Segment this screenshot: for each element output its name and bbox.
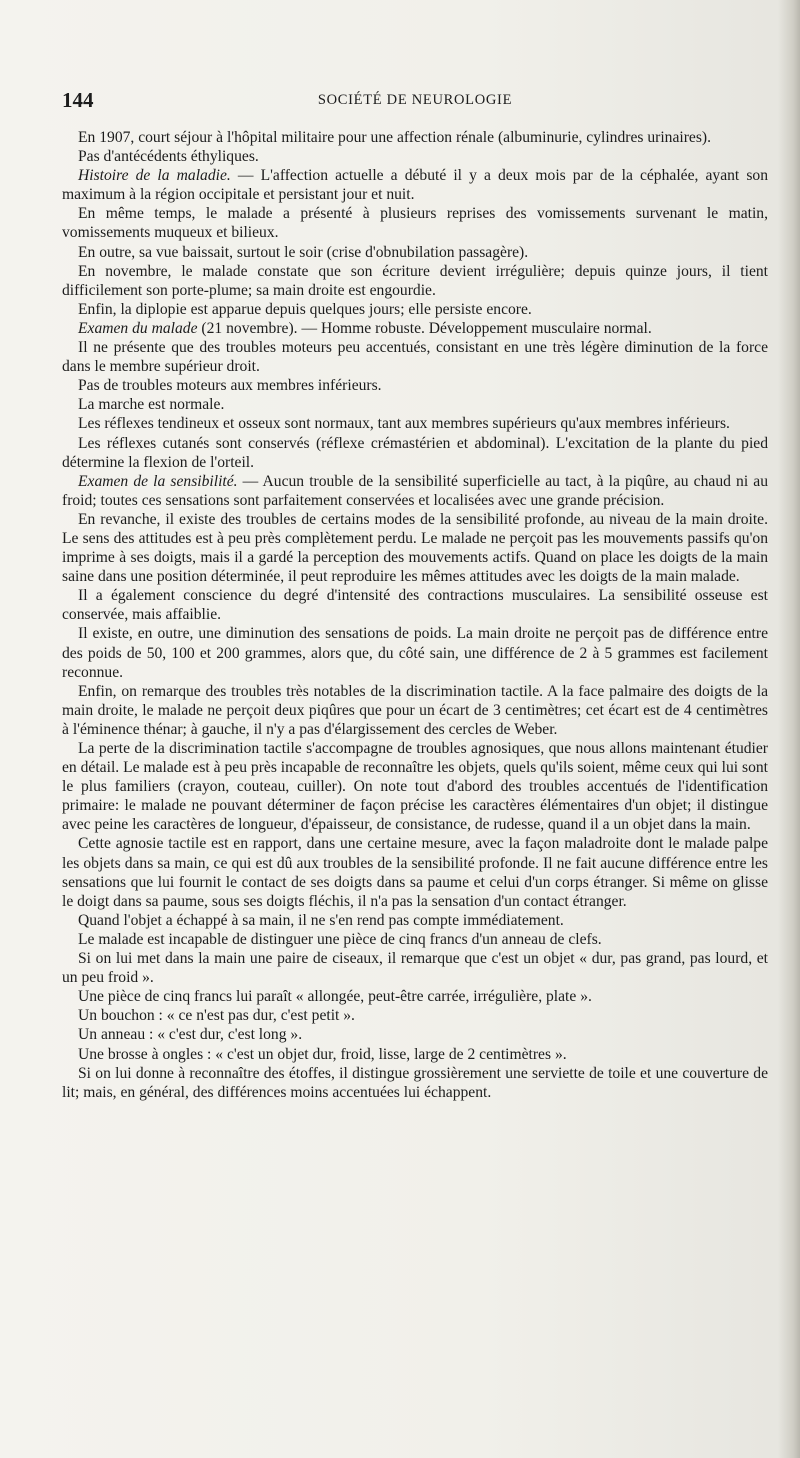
- paragraph: [62, 243, 768, 262]
- paragraph-text: Quand l'objet a échappé à sa main, il ne s'en rend pas compte immédiatement.: [78, 911, 564, 929]
- paragraph: [62, 987, 768, 1006]
- paragraph: [62, 739, 768, 834]
- paragraph-text: Si on lui donne à reconnaître des étoffes, il distingue grossièrement une serviette de toile et une couverture de lit; mais, en général, des différences moins accentuées lui échappent.: [62, 1064, 768, 1101]
- paragraph: [62, 510, 768, 586]
- paragraph-text: (21 novembre). — Homme robuste. Développement musculaire normal.: [197, 319, 652, 337]
- paragraph-text: Pas de troubles moteurs aux membres inférieurs.: [78, 377, 382, 395]
- paragraph-text: En revanche, il existe des troubles de certains modes de la sensibilité profonde, au niveau de la main droite. Le sens des attitudes est à peu près complètement perdu. Le malade ne perçoit pas les mouvements passifs qu'on imprime à ses doigts, mais il a gardé la perception des mouvements actifs. Quand on place les doigts de la main saine dans une position déterminée, il peut reproduire les mêmes attitudes avec les doigts de la main malade.: [62, 510, 768, 586]
- paragraph: [62, 834, 768, 910]
- paragraph: [62, 682, 768, 739]
- paragraph-text: Une pièce de cinq francs lui paraît « allongée, peut-être carrée, irrégulière, plate ».: [78, 988, 592, 1006]
- paragraph: [62, 338, 768, 376]
- paragraph-text: — L'affection actuelle a débuté il y a deux mois par de la céphalée, ayant son maximum à la région occipitale et persistant jour et nuit.: [62, 167, 768, 204]
- paragraph: [62, 586, 768, 624]
- paragraph-text: Il existe, en outre, une diminution des sensations de poids. La main droite ne perçoit pas de différence entre des poids de 50, 100 et 200 grammes, alors que, du côté sain, une différence de 2 à 5 grammes est facilement reconnue.: [62, 625, 768, 681]
- paragraph: [62, 376, 768, 395]
- paragraph-text: Le malade est incapable de distinguer une pièce de cinq francs d'un anneau de clefs.: [78, 930, 602, 948]
- paragraph-text: Il a également conscience du degré d'intensité des contractions musculaires. La sensibilité osseuse est conservée, mais affaiblie.: [62, 587, 768, 624]
- page-header: [62, 88, 768, 116]
- paragraph: [62, 911, 768, 930]
- paragraph-text: Enfin, la diplopie est apparue depuis quelques jours; elle persiste encore.: [78, 300, 532, 318]
- paragraph-text: En outre, sa vue baissait, surtout le soir (crise d'obnubilation passagère).: [78, 243, 529, 261]
- section-lead: Examen de la sensibilité.: [78, 472, 238, 490]
- paragraph: [62, 300, 768, 319]
- paragraph: [62, 1064, 768, 1102]
- paragraph: [62, 395, 768, 414]
- paragraph: [62, 1045, 768, 1064]
- section-lead: Histoire de la maladie.: [78, 167, 231, 185]
- paragraph: [62, 414, 768, 433]
- page-number: 144: [62, 88, 94, 112]
- paragraph: [62, 434, 768, 472]
- paragraph: [62, 472, 768, 510]
- paragraph-text: En 1907, court séjour à l'hôpital militaire pour une affection rénale (albuminurie, cylindres urinaires).: [78, 129, 711, 146]
- paragraph-text: Un anneau : « c'est dur, c'est long ».: [78, 1026, 303, 1044]
- page-edge-shadow: [778, 0, 800, 1458]
- paragraph: [62, 624, 768, 681]
- paragraph-text: Enfin, on remarque des troubles très notables de la discrimination tactile. A la face palmaire des doigts de la main droite, le malade ne perçoit deux piqûres que pour un écart de 3 centimètres; cet écart est de 4 centimètres à l'éminence thénar; à gauche, il n'y a pas d'élargissement des cercles de Weber.: [62, 682, 768, 738]
- paragraph-text: En même temps, le malade a présenté à plusieurs reprises des vomissements survenant le matin, vomissements muqueux et bilieux.: [62, 205, 768, 242]
- paragraph-text: Les réflexes cutanés sont conservés (réflexe crémastérien et abdominal). L'excitation de la plante du pied détermine la flexion de l'orteil.: [62, 434, 768, 471]
- paragraph: [62, 930, 768, 949]
- paragraph-text: Pas d'antécédents éthyliques.: [78, 148, 259, 166]
- paragraph: [62, 128, 768, 147]
- paragraph: [62, 1025, 768, 1044]
- paragraph-text: — Aucun trouble de la sensibilité superficielle au tact, à la piqûre, au chaud ni au froid; toutes ces sensations sont parfaitement conservées et localisées avec une grande précision.: [62, 472, 768, 509]
- paragraph-text: Cette agnosie tactile est en rapport, dans une certaine mesure, avec la façon maladroite dont le malade palpe les objets dans sa main, ce qui est dû aux troubles de la sensibilité profonde. Il ne fait aucune différence entre les sensations que lui fournit le contact de ses doigts dans sa paume et celui d'un corps étranger. Si même on glisse le doigt dans sa paume, sous ses doigts fléchis, il n'a pas la sensation d'un contact étranger.: [62, 835, 768, 910]
- paragraph-text: Une brosse à ongles : « c'est un objet dur, froid, lisse, large de 2 centimètres ».: [78, 1045, 567, 1063]
- paragraph-text: Il ne présente que des troubles moteurs peu accentués, consistant en une très légère diminution de la force dans le membre supérieur droit.: [62, 339, 768, 376]
- paragraph-text: Si on lui met dans la main une paire de ciseaux, il remarque que c'est un objet « dur, pas grand, pas lourd, et un peu froid ».: [62, 950, 768, 987]
- paragraph-text: La marche est normale.: [78, 396, 225, 414]
- paragraph-text: Les réflexes tendineux et osseux sont normaux, tant aux membres supérieurs qu'aux membres inférieurs.: [78, 415, 730, 433]
- paragraph: [62, 262, 768, 300]
- paragraph: [62, 204, 768, 242]
- body-text: [62, 128, 768, 1102]
- section-lead: Examen du malade: [78, 319, 198, 337]
- paragraph-text: Un bouchon : « ce n'est pas dur, c'est petit ».: [78, 1007, 355, 1025]
- paragraph: [62, 1006, 768, 1025]
- running-title: SOCIÉTÉ DE NEUROLOGIE: [317, 92, 513, 108]
- paragraph-text: La perte de la discrimination tactile s'accompagne de troubles agnosiques, que nous allons maintenant étudier en détail. Le malade est à peu près incapable de reconnaître les objets, quels qu'ils soient, même ceux qui lui sont le plus familiers (crayon, couteau, cuiller). On note tout d'abord des troubles accentués de l'identification primaire: le malade ne pouvant déterminer de façon précise les caractères élémentaires d'un objet; il distingue avec peine les caractères de longueur, d'épaisseur, de consistance, de rudesse, quand il a un objet dans la main.: [62, 740, 768, 834]
- paragraph: [62, 949, 768, 987]
- paragraph: [62, 147, 768, 166]
- paragraph: [62, 166, 768, 204]
- paragraph-text: En novembre, le malade constate que son écriture devient irrégulière; depuis quinze jours, il tient difficilement son porte-plume; sa main droite est engourdie.: [62, 262, 768, 299]
- paragraph: [62, 319, 768, 338]
